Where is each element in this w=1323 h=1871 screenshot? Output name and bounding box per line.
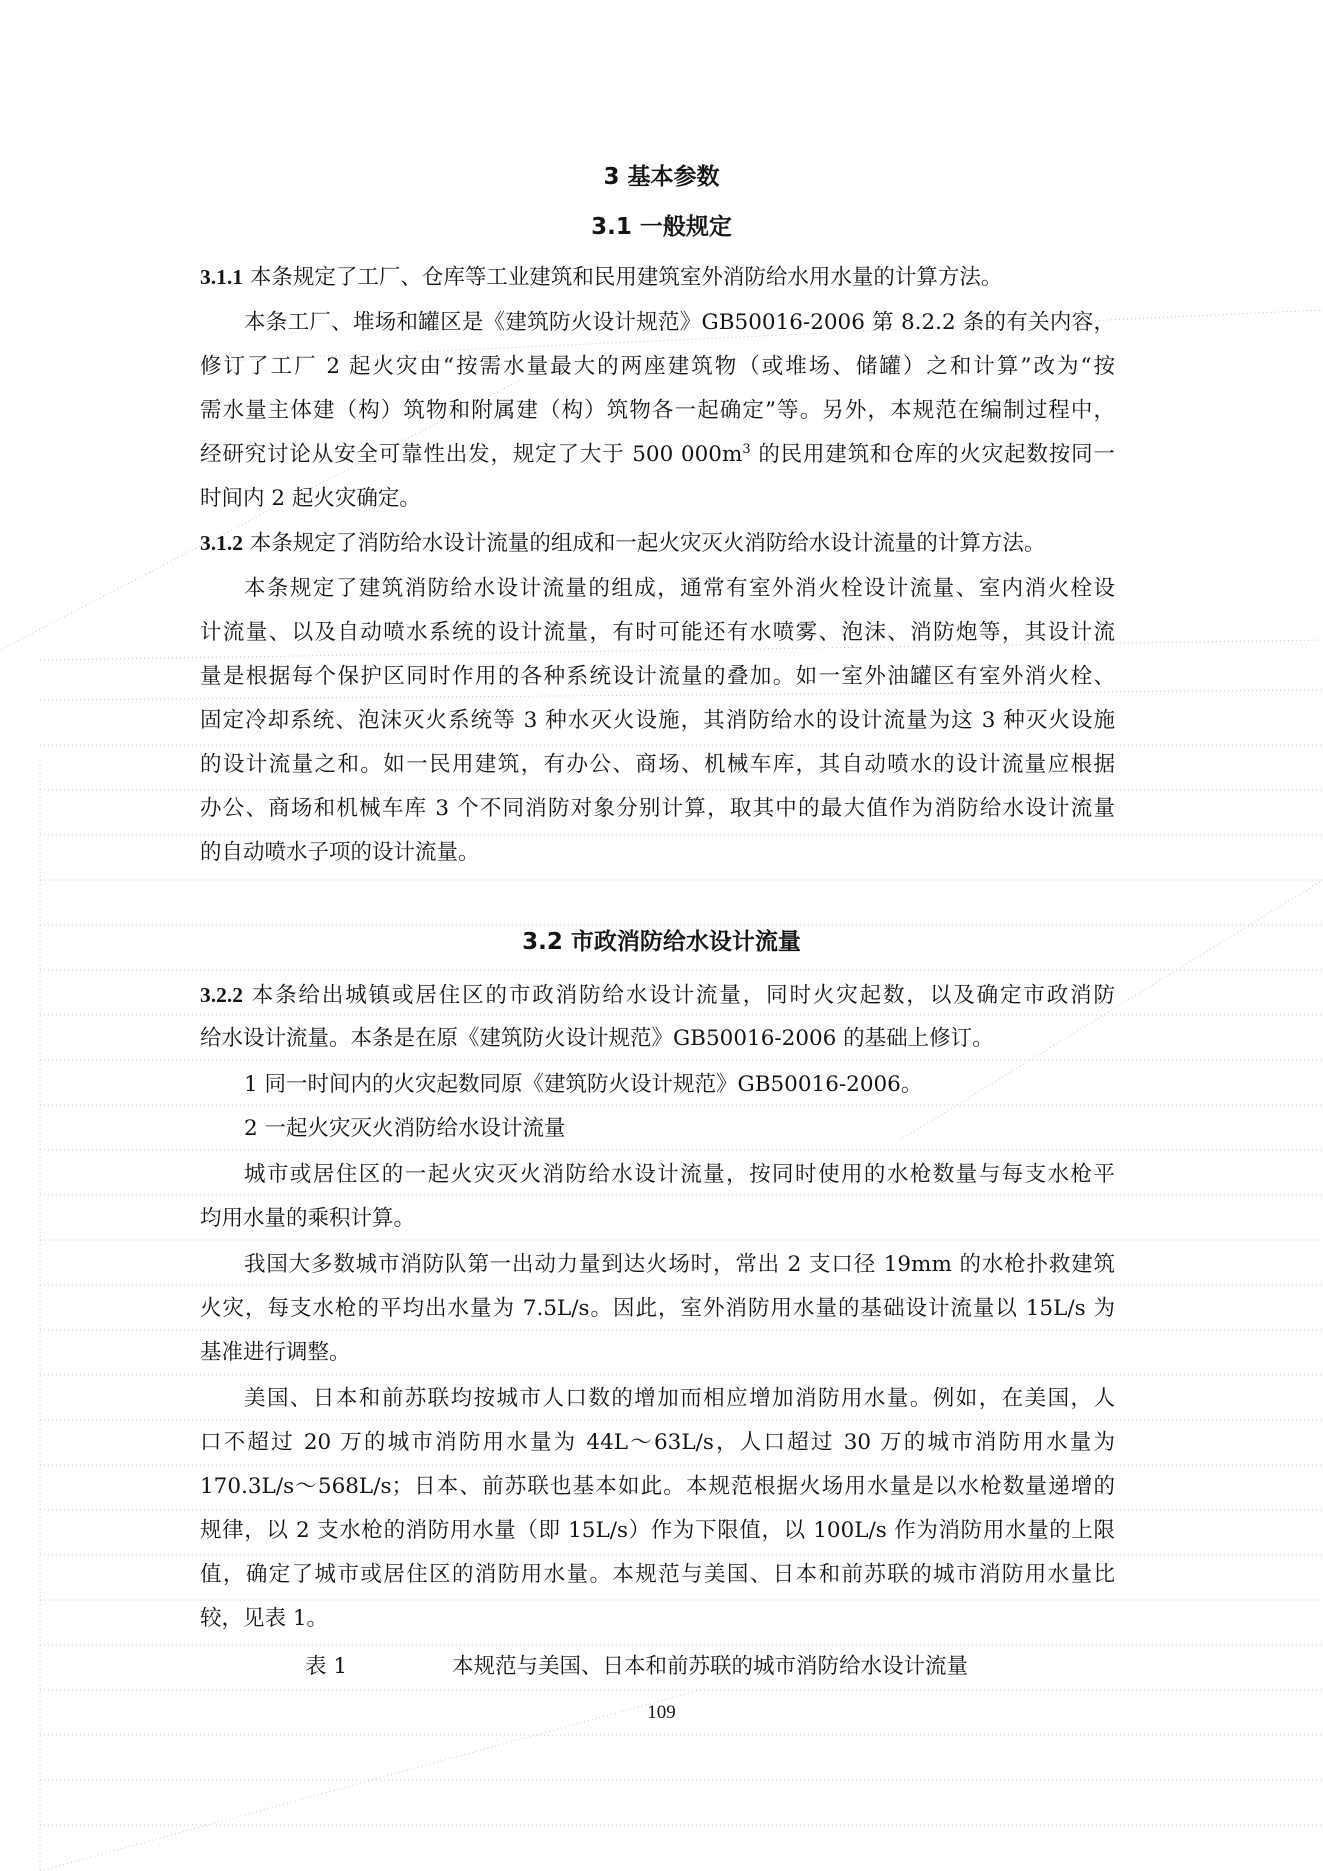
superscript: 3 xyxy=(742,441,751,457)
paragraph-line: 本条规定了建筑消防给水设计流量的组成，通常有室外消火栓设计流量、室内消火栓设 xyxy=(244,576,1115,601)
clause-3-2-2-lead xyxy=(200,980,1115,1011)
paragraph-line: 均用水量的乘积计算。 xyxy=(200,1206,416,1231)
paragraph-line: 给水设计流量。本条是在原《建筑防火设计规范》GB50016-2006 的基础上修订。 xyxy=(200,1026,994,1051)
paragraph-line: 口不超过 20 万的城市消防用水量为 44L～63L/s，人口超过 30 万的城市消防用水量为 xyxy=(200,1430,1115,1455)
clause-text: 本条规定了消防给水设计流量的组成和一起火灾灭火消防给水设计流量的计算方法。 xyxy=(243,531,1046,556)
paragraph-line: 固定冷却系统、泡沫灭火系统等 3 种水灭火设施，其消防给水的设计流量为这 3 种灭火设施 xyxy=(200,708,1115,733)
paragraph-line: 办公、商场和机械车库 3 个不同消防对象分别计算，取其中的最大值作为消防给水设计流量 xyxy=(200,796,1115,821)
paragraph-line: 的设计流量之和。如一民用建筑，有办公、商场、机械车库，其自动喷水的设计流量应根据 xyxy=(200,752,1115,777)
paragraph-line: 需水量主体建（构）筑物和附属建（构）筑物各一起确定”等。另外，本规范在编制过程中， xyxy=(200,398,1115,423)
clause-number: 3.1.2 xyxy=(200,531,243,555)
paragraph-line: 本条工厂、堆场和罐区是《建筑防火设计规范》GB50016-2006 第 8.2.2 条的有关内容， xyxy=(244,310,1115,335)
section-3-2-title: 3.2 市政消防给水设计流量 xyxy=(522,929,801,955)
clause-text: 本条规定了工厂、仓库等工业建筑和民用建筑室外消防给水用水量的计算方法。 xyxy=(243,265,1003,290)
clause-number: 3.2.2 xyxy=(200,983,243,1007)
page-number: 109 xyxy=(647,1702,676,1723)
paragraph-line: 城市或居住区的一起火灾灭火消防给水设计流量，按同时使用的水枪数量与每支水枪平 xyxy=(244,1162,1115,1187)
paragraph-line: 修订了工厂 2 起火灾由“按需水量最大的两座建筑物（或堆场、储罐）之和计算”改为“按 xyxy=(200,354,1115,379)
list-item-2: 2 一起火灾灭火消防给水设计流量 xyxy=(244,1116,566,1141)
table-caption-text: 本规范与美国、日本和前苏联的城市消防给水设计流量 xyxy=(452,1654,969,1679)
paragraph-line: 值，确定了城市或居住区的消防用水量。本规范与美国、日本和前苏联的城市消防用水量比 xyxy=(200,1562,1115,1587)
table-caption-label: 表 1 xyxy=(305,1654,348,1679)
clause-number: 3.1.1 xyxy=(200,265,243,289)
paragraph-line: 美国、日本和前苏联均按城市人口数的增加而相应增加消防用水量。例如，在美国，人 xyxy=(244,1386,1115,1411)
paragraph-line: 较，见表 1。 xyxy=(200,1606,329,1631)
paragraph-line: 计流量、以及自动喷水系统的设计流量，有时可能还有水喷雾、泡沫、消防炮等，其设计流 xyxy=(200,620,1115,645)
paragraph-line: 规律，以 2 支水枪的消防用水量（即 15L/s）作为下限值，以 100L/s 作为消防用水量的上限 xyxy=(200,1518,1115,1543)
paragraph-line-with-superscript: 经研究讨论从安全可靠性出发，规定了大于 500 $000m^3$ 的民用建筑和仓库的火灾起数按同一 xyxy=(200,441,1115,467)
paragraph-line: 时间内 2 起火灾确定。 xyxy=(200,486,421,511)
list-item-1: 1 同一时间内的火灾起数同原《建筑防火设计规范》GB50016-2006。 xyxy=(244,1072,923,1097)
chapter-title: 3 基本参数 xyxy=(603,164,720,190)
paragraph-line: 火灾，每支水枪的平均出水量为 7.5L/s。因此，室外消防用水量的基础设计流量以 15L/s 为 xyxy=(200,1296,1115,1321)
section-3-1-title: 3.1 一般规定 xyxy=(591,214,732,240)
paragraph-line: 170.3L/s～568L/s；日本、前苏联也基本如此。本规范根据火场用水量是以水枪数量递增的 xyxy=(200,1474,1115,1499)
clause-3-1-1-lead xyxy=(200,262,1002,293)
clause-text: 本条给出城镇或居住区的市政消防给水设计流量，同时火灾起数，以及确定市政消防 xyxy=(243,983,1115,1008)
clause-3-1-2-lead xyxy=(200,528,1045,559)
paragraph-line: 基准进行调整。 xyxy=(200,1340,351,1365)
paragraph-line: 量是根据每个保护区同时作用的各种系统设计流量的叠加。如一室外油罐区有室外消火栓、 xyxy=(200,664,1115,689)
paragraph-line: 的自动喷水子项的设计流量。 xyxy=(200,840,480,865)
paragraph-line: 我国大多数城市消防队第一出动力量到达火场时，常出 2 支口径 19mm 的水枪扑救建筑 xyxy=(244,1252,1115,1277)
